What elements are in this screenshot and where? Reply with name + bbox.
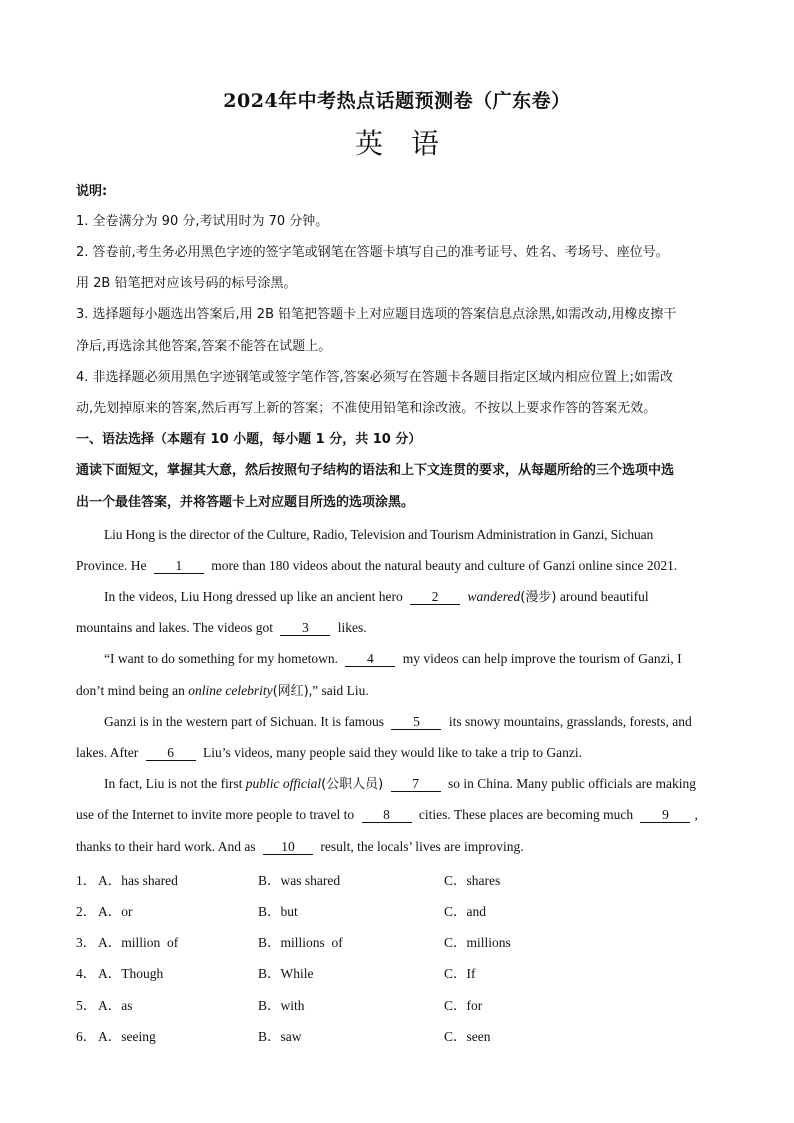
vocab-gloss: (漫步) [520, 590, 557, 605]
passage-text: ,” said Liu. [308, 683, 369, 698]
section-directions-b: 出一个最佳答案，并将答题卡上对应题目所选的选项涂黑。 [76, 495, 415, 510]
option-b[interactable]: B．millions of [258, 935, 343, 950]
option-c[interactable]: C．millions [444, 935, 511, 950]
passage-text: Ganzi is in the western part of Sichuan. It is famous [104, 714, 385, 729]
passage-text: don’t mind being an [76, 683, 185, 698]
question-number: 2． [76, 904, 97, 919]
option-c[interactable]: C．shares [444, 873, 501, 888]
passage-text: Liu’s videos, many people said they would like to take a trip to Ganzi. [202, 745, 583, 760]
option-c[interactable]: C．and [444, 904, 486, 919]
instruction-1: 1. 全卷满分为 90 分,考试用时为 70 分钟。 [76, 214, 329, 229]
passage-text: In the videos, Liu Hong dressed up like an ancient hero [104, 589, 403, 604]
passage-text: In fact, Liu is not the first [104, 776, 243, 791]
instructions-heading: 说明: [76, 184, 108, 199]
passage-text: “I want to do something for my hometown. [104, 651, 338, 666]
option-b[interactable]: B．saw [258, 1029, 302, 1044]
passage-line-4a [104, 713, 726, 731]
question-number: 5． [76, 998, 97, 1013]
vocab-word: online celebrity [188, 683, 273, 698]
option-a[interactable]: A．Though [98, 966, 164, 981]
section-directions-a: 通读下面短文，掌握其大意，然后按照句子结构的语法和上下文连贯的要求，从每题所给的三个选项中选 [76, 463, 675, 478]
answer-blank-2[interactable]: 2 [410, 590, 460, 605]
passage-text: lakes. After [76, 745, 139, 760]
exam-title: 2024年中考热点话题预测卷（广东卷） [223, 90, 571, 112]
passage-text: Liu Hong is the director of the Culture, Radio, Television and Tourism Administration in Ganzi, Sichuan [104, 527, 654, 542]
passage-text: mountains and lakes. The videos got [76, 620, 273, 635]
question-number: 1． [76, 873, 97, 888]
vocab-gloss: (网红) [272, 684, 309, 699]
instruction-2b: 用 2B 铅笔把对应该号码的标号涂黑。 [76, 276, 297, 291]
instruction-3a: 3. 选择题每小题选出答案后,用 2B 铅笔把答题卡上对应题目选项的答案信息点涂黑,如需改动,用橡皮擦干 [76, 307, 677, 322]
option-c[interactable]: C．If [444, 966, 476, 981]
passage-line-1a [104, 526, 726, 544]
option-b[interactable]: B．with [258, 998, 305, 1013]
answer-blank-1[interactable]: 1 [154, 559, 204, 574]
answer-blank-5[interactable]: 5 [391, 715, 441, 730]
passage-text: its snowy mountains, grasslands, forests, and [448, 714, 692, 729]
answer-blank-7[interactable]: 7 [391, 777, 441, 792]
vocab-word: public official [245, 776, 322, 791]
instruction-4a: 4. 非选择题必须用黑色字迹钢笔或签字笔作答,答案必须写在答题卡各题目指定区域内相应位置上;如需改 [76, 370, 674, 385]
passage-text: more than 180 videos about the natural beauty and culture of Ganzi online since 2021. [211, 558, 678, 573]
question-number: 4． [76, 966, 97, 981]
passage-line-3a [104, 650, 726, 668]
passage-line-4b [76, 744, 726, 762]
passage-text: result, the locals’ lives are improving. [320, 839, 524, 854]
instruction-4b: 动,先划掉原来的答案,然后再写上新的答案；不准使用铅笔和涂改液。不按以上要求作答的答案无效。 [76, 401, 657, 416]
passage-text: likes. [337, 620, 367, 635]
option-c[interactable]: C．seen [444, 1029, 491, 1044]
passage-text: so in China. Many public officials are making [448, 776, 696, 791]
option-b[interactable]: B．but [258, 904, 298, 919]
answer-blank-9[interactable]: 9 [640, 808, 690, 823]
option-a[interactable]: A．million of [98, 935, 179, 950]
option-a[interactable]: A．seeing [98, 1029, 156, 1044]
passage-text: , [694, 807, 698, 822]
option-a[interactable]: A．or [98, 904, 133, 919]
section-heading: 一、语法选择（本题有 10 小题，每小题 1 分，共 10 分） [76, 432, 422, 447]
passage-text: my videos can help improve the tourism of Ganzi, I [402, 651, 682, 666]
passage-line-1b [76, 557, 726, 575]
instruction-3b: 净后,再选涂其他答案,答案不能答在试题上。 [76, 339, 332, 354]
option-b[interactable]: B．While [258, 966, 314, 981]
answer-blank-8[interactable]: 8 [362, 808, 412, 823]
option-a[interactable]: A．has shared [98, 873, 178, 888]
option-a[interactable]: A．as [98, 998, 133, 1013]
answer-blank-3[interactable]: 3 [280, 621, 330, 636]
passage-line-3b [76, 682, 726, 701]
vocab-gloss: (公职人员) [321, 777, 384, 792]
passage-text: around beautiful [559, 589, 649, 604]
passage-text: cities. These places are becoming much [418, 807, 634, 822]
passage-line-2a [104, 588, 726, 607]
passage-text: use of the Internet to invite more people to travel to [76, 807, 355, 822]
passage-line-5a [104, 775, 726, 794]
vocab-word: wandered [467, 589, 521, 604]
question-number: 3． [76, 935, 97, 950]
question-number: 6． [76, 1029, 97, 1044]
subject-title: 英语 [354, 127, 467, 160]
passage-line-5b [76, 806, 726, 824]
answer-blank-4[interactable]: 4 [345, 652, 395, 667]
option-b[interactable]: B．was shared [258, 873, 341, 888]
answer-blank-10[interactable]: 10 [263, 840, 313, 855]
instruction-2a: 2. 答卷前,考生务必用黑色字迹的签字笔或钢笔在答题卡填写自己的准考证号、姓名、考场号、座位号。 [76, 245, 669, 260]
passage-line-2b [76, 619, 726, 637]
answer-blank-6[interactable]: 6 [146, 746, 196, 761]
option-c[interactable]: C．for [444, 998, 483, 1013]
passage-text: Province. He [76, 558, 147, 573]
passage-line-5c [76, 838, 726, 856]
passage-text: thanks to their hard work. And as [76, 839, 256, 854]
